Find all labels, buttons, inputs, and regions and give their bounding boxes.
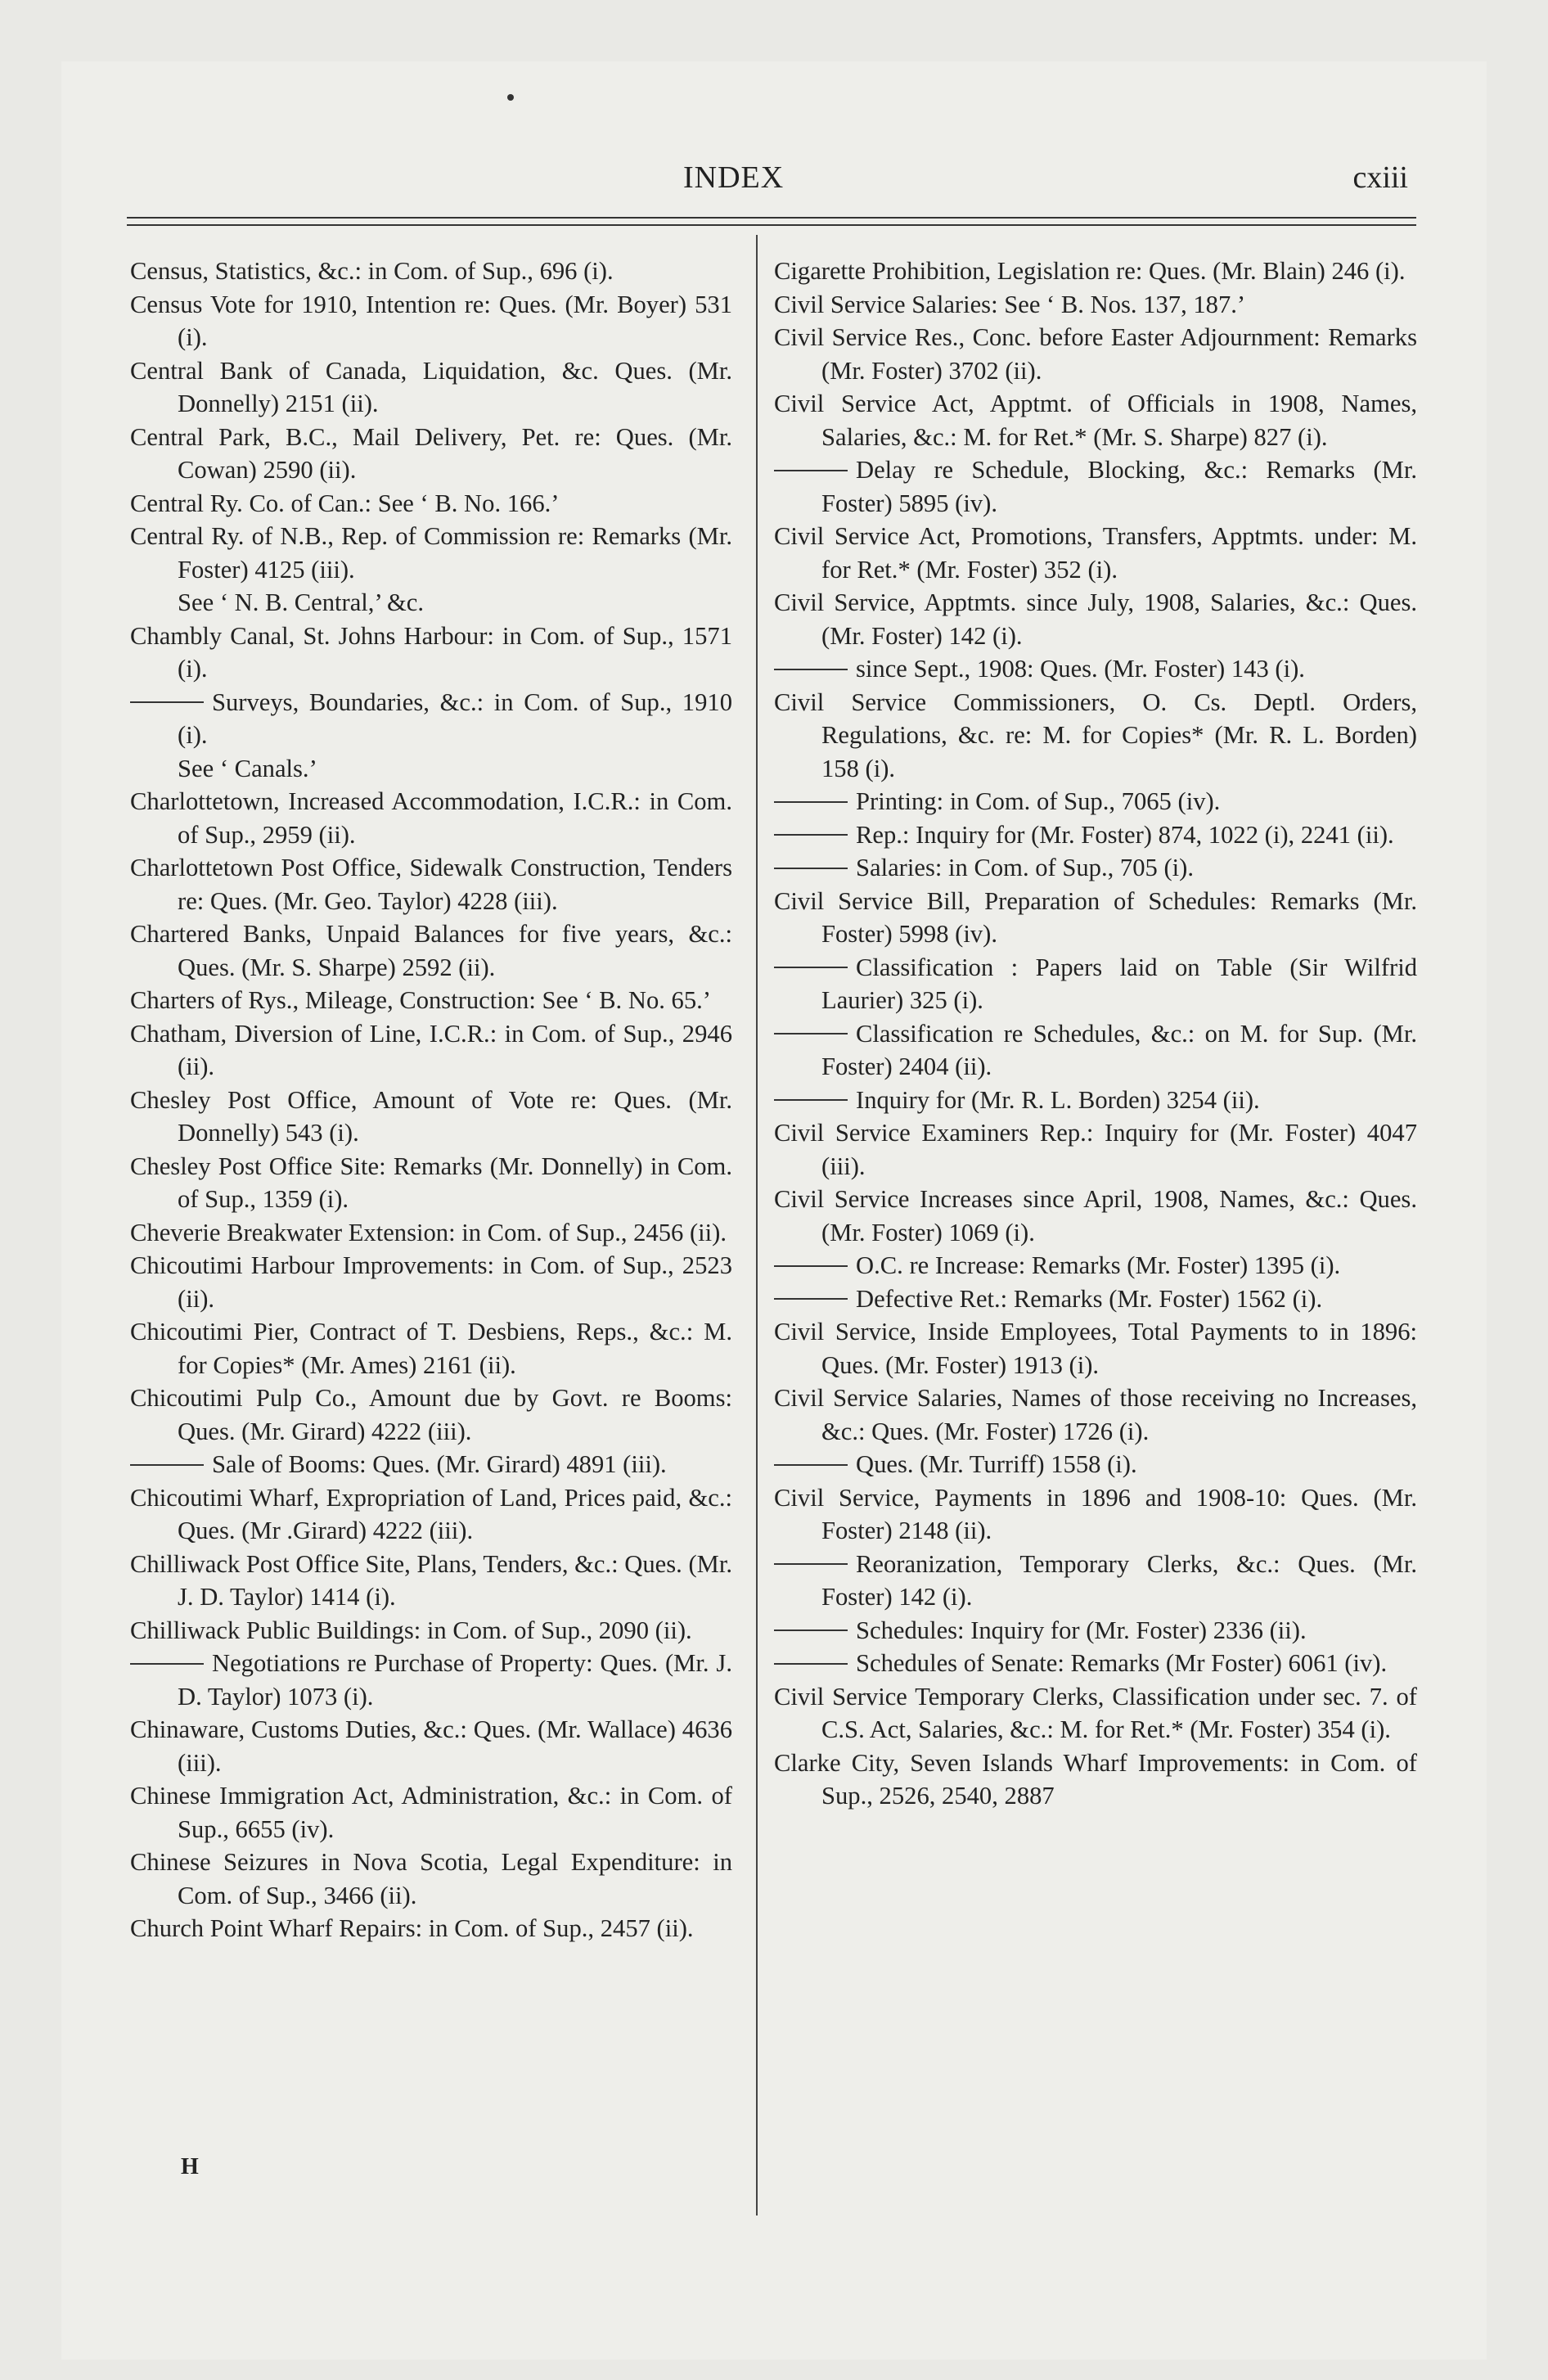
index-entry xyxy=(130,1779,732,1846)
ditto-dash xyxy=(774,1629,848,1631)
page-number: cxiii xyxy=(1352,160,1408,195)
index-entry-text: Salaries: in Com. of Sup., 705 (i). xyxy=(856,854,1194,881)
index-entry-text: Civil Service Act, Apptmt. of Officials in 1908, Names, Salaries, &c.: M. for Ret.* (Mr. S. Sharpe) 827 (i). xyxy=(774,390,1417,451)
index-entry xyxy=(774,951,1417,1017)
index-entry xyxy=(774,1183,1417,1249)
index-entry-text: Civil Service, Payments in 1896 and 1908-10: Ques. (Mr. Foster) 2148 (ii). xyxy=(774,1483,1417,1544)
index-entry-text: Civil Service Salaries: See ‘ B. Nos. 137, 187.’ xyxy=(774,290,1246,318)
ditto-dash xyxy=(774,868,848,869)
index-entry-text: Civil Service Increases since April, 1908, Names, &c.: Ques. (Mr. Foster) 1069 (i). xyxy=(774,1185,1417,1246)
index-entry-text: See ‘ N. B. Central,’ &c. xyxy=(178,588,425,616)
index-entry xyxy=(130,1614,732,1648)
index-entry xyxy=(774,453,1417,520)
index-entry xyxy=(130,1150,732,1216)
index-entry xyxy=(774,1614,1417,1648)
index-entry-text: Chartered Banks, Unpaid Balances for five years, &c.: Ques. (Mr. S. Sharpe) 2592 (ii). xyxy=(130,920,732,981)
ditto-dash xyxy=(774,1099,848,1101)
ditto-dash xyxy=(774,967,848,968)
index-entry xyxy=(774,1647,1417,1680)
index-entry-text: Census, Statistics, &c.: in Com. of Sup., 696 (i). xyxy=(130,257,614,285)
index-entry xyxy=(130,421,732,487)
index-entry-text: Church Point Wharf Repairs: in Com. of Sup., 2457 (ii). xyxy=(130,1914,694,1942)
index-entry xyxy=(130,1084,732,1150)
index-entry-text: Civil Service Commissioners, O. Cs. Deptl. Orders, Regulations, &c. re: M. for Copies* (Mr. R. L. Borden) 158 (i). xyxy=(774,687,1417,782)
right-column xyxy=(774,255,1417,1813)
index-entry-text: Rep.: Inquiry for (Mr. Foster) 874, 1022 (i), 2241 (ii). xyxy=(856,820,1394,849)
index-entry xyxy=(774,851,1417,885)
index-entry-text: Civil Service Bill, Preparation of Schedules: Remarks (Mr. Foster) 5998 (iv). xyxy=(774,886,1417,948)
index-entry-text: Civil Service Examiners Rep.: Inquiry for (Mr. Foster) 4047 (iii). xyxy=(774,1119,1417,1180)
index-entry xyxy=(774,255,1417,288)
index-entry-text: Surveys, Boundaries, &c.: in Com. of Sup., 1910 (i). xyxy=(178,687,732,749)
index-entry xyxy=(774,387,1417,453)
index-entry-text: Chatham, Diversion of Line, I.C.R.: in Com. of Sup., 2946 (ii). xyxy=(130,1019,732,1080)
index-entry xyxy=(130,1315,732,1382)
index-entry xyxy=(130,487,732,521)
index-entry xyxy=(130,255,732,288)
index-entry-text: Civil Service Act, Promotions, Transfers, Apptmts. under: M. for Ret.* (Mr. Foster) 352 (i). xyxy=(774,522,1417,584)
index-entry-text: Chicoutimi Harbour Improvements: in Com. of Sup., 2523 (ii). xyxy=(130,1251,732,1313)
index-entry-text: Central Ry. of N.B., Rep. of Commission re: Remarks (Mr. Foster) 4125 (iii). xyxy=(130,522,732,584)
index-entry xyxy=(130,752,732,786)
index-entry xyxy=(774,1680,1417,1747)
index-entry-text: Chesley Post Office Site: Remarks (Mr. Donnelly) in Com. of Sup., 1359 (i). xyxy=(130,1152,732,1213)
index-entry-text: Charters of Rys., Mileage, Construction: See ‘ B. No. 65.’ xyxy=(130,986,711,1014)
ditto-dash xyxy=(774,1265,848,1267)
index-entry xyxy=(130,984,732,1017)
index-entry-text: Civil Service, Inside Employees, Total Payments to in 1896: Ques. (Mr. Foster) 1913 (i). xyxy=(774,1318,1417,1379)
index-entry-text: Printing: in Com. of Sup., 7065 (iv). xyxy=(856,787,1221,815)
index-entry-text: Civil Service Res., Conc. before Easter Adjournment: Remarks (Mr. Foster) 3702 (ii). xyxy=(774,323,1417,385)
index-entry-text: Central Park, B.C., Mail Delivery, Pet. re: Ques. (Mr. Cowan) 2590 (ii). xyxy=(130,422,732,484)
index-entry-text: Charlottetown Post Office, Sidewalk Construction, Tenders re: Ques. (Mr. Geo. Taylor) 4228 (iii). xyxy=(130,854,732,915)
page-title: INDEX xyxy=(683,160,785,195)
ditto-dash xyxy=(774,1033,848,1034)
index-entry xyxy=(130,1216,732,1250)
index-entry-text: Central Bank of Canada, Liquidation, &c. Ques. (Mr. Donnelly) 2151 (ii). xyxy=(130,356,732,417)
index-entry xyxy=(774,1481,1417,1548)
index-entry xyxy=(130,1846,732,1912)
index-entry xyxy=(130,1647,732,1713)
index-entry-text: Delay re Schedule, Blocking, &c.: Remarks (Mr. Foster) 5895 (iv). xyxy=(821,456,1417,517)
index-entry xyxy=(774,1448,1417,1481)
index-entry xyxy=(774,1747,1417,1813)
index-entry xyxy=(130,785,732,851)
index-entry xyxy=(774,586,1417,652)
index-entry-text: Chilliwack Post Office Site, Plans, Tenders, &c.: Ques. (Mr. J. D. Taylor) 1414 (i). xyxy=(130,1549,732,1611)
ditto-dash xyxy=(130,701,204,703)
index-entry-text: Chicoutimi Wharf, Expropriation of Land, Prices paid, &c.: Ques. (Mr .Girard) 4222 (iii). xyxy=(130,1483,732,1544)
index-entry xyxy=(774,1249,1417,1282)
index-entry-text: since Sept., 1908: Ques. (Mr. Foster) 143 (i). xyxy=(856,655,1305,683)
index-entry-text: Classification : Papers laid on Table (Sir Wilfrid Laurier) 325 (i). xyxy=(821,953,1417,1014)
index-entry xyxy=(774,520,1417,586)
index-entry-text: Schedules: Inquiry for (Mr. Foster) 2336 (ii). xyxy=(856,1616,1307,1644)
ditto-dash xyxy=(130,1464,204,1466)
index-entry-text: Charlottetown, Increased Accommodation, I.C.R.: in Com. of Sup., 2959 (ii). xyxy=(130,787,732,849)
index-entry-text: Clarke City, Seven Islands Wharf Improvements: in Com. of Sup., 2526, 2540, 2887 xyxy=(774,1748,1417,1810)
index-entry-text: Schedules of Senate: Remarks (Mr Foster) 6061 (iv). xyxy=(856,1649,1388,1677)
index-entry-text: Chilliwack Public Buildings: in Com. of Sup., 2090 (ii). xyxy=(130,1616,692,1644)
index-entry xyxy=(774,321,1417,387)
index-entry xyxy=(130,1249,732,1315)
index-entry xyxy=(774,288,1417,322)
index-entry xyxy=(774,1084,1417,1117)
ditto-dash xyxy=(774,1663,848,1665)
index-entry xyxy=(130,1548,732,1614)
index-entry-text: Chinese Seizures in Nova Scotia, Legal Expenditure: in Com. of Sup., 3466 (ii). xyxy=(130,1848,732,1909)
ditto-dash xyxy=(774,834,848,836)
index-entry xyxy=(774,652,1417,686)
left-column xyxy=(130,255,732,1945)
index-entry-text: Census Vote for 1910, Intention re: Ques. (Mr. Boyer) 531 (i). xyxy=(130,290,732,351)
ditto-dash xyxy=(774,1298,848,1300)
index-entry-text: Chesley Post Office, Amount of Vote re: Ques. (Mr. Donnelly) 543 (i). xyxy=(130,1085,732,1147)
index-entry xyxy=(130,1481,732,1548)
index-entry-text: Chinaware, Customs Duties, &c.: Ques. (Mr. Wallace) 4636 (iii). xyxy=(130,1715,732,1777)
index-entry xyxy=(130,620,732,686)
index-entry-text: Inquiry for (Mr. R. L. Borden) 3254 (ii). xyxy=(856,1085,1260,1114)
index-entry xyxy=(130,1017,732,1084)
index-entry-text: Cheverie Breakwater Extension: in Com. of Sup., 2456 (ii). xyxy=(130,1218,727,1246)
index-entry-text: See ‘ Canals.’ xyxy=(178,754,317,782)
index-entry xyxy=(774,1382,1417,1448)
index-entry-text: Ques. (Mr. Turriff) 1558 (i). xyxy=(856,1450,1137,1478)
index-entry xyxy=(130,1382,732,1448)
ditto-dash xyxy=(774,470,848,471)
signature-mark: H xyxy=(181,2154,199,2179)
index-entry xyxy=(774,1116,1417,1183)
index-entry xyxy=(774,1315,1417,1382)
index-entry-text: Civil Service Salaries, Names of those receiving no Increases, &c.: Ques. (Mr. Foster) 1726 (i). xyxy=(774,1384,1417,1445)
index-entry-text: O.C. re Increase: Remarks (Mr. Foster) 1395 (i). xyxy=(856,1251,1341,1279)
index-entry xyxy=(130,288,732,354)
index-entry-text: Chicoutimi Pier, Contract of T. Desbiens, Reps., &c.: M. for Copies* (Mr. Ames) 2161 (ii). xyxy=(130,1318,732,1379)
index-entry-text: Defective Ret.: Remarks (Mr. Foster) 1562 (i). xyxy=(856,1284,1323,1313)
index-entry-text: Cigarette Prohibition, Legislation re: Ques. (Mr. Blain) 246 (i). xyxy=(774,257,1406,285)
index-entry xyxy=(130,917,732,984)
index-page xyxy=(61,61,1487,2360)
index-entry-text: Classification re Schedules, &c.: on M. for Sup. (Mr. Foster) 2404 (ii). xyxy=(821,1019,1417,1080)
header-rule xyxy=(127,217,1416,226)
index-entry-text: Central Ry. Co. of Can.: See ‘ B. No. 166.’ xyxy=(130,489,560,517)
index-entry-text: Chinese Immigration Act, Administration, &c.: in Com. of Sup., 6655 (iv). xyxy=(130,1782,732,1843)
ditto-dash xyxy=(130,1663,204,1665)
index-entry xyxy=(130,1713,732,1779)
index-entry-text: Civil Service, Apptmts. since July, 1908, Salaries, &c.: Ques. (Mr. Foster) 142 (i). xyxy=(774,588,1417,650)
index-entry-text: Reoranization, Temporary Clerks, &c.: Ques. (Mr. Foster) 142 (i). xyxy=(821,1549,1417,1611)
index-entry xyxy=(774,885,1417,951)
ditto-dash xyxy=(774,1464,848,1466)
index-entry xyxy=(774,686,1417,786)
index-entry xyxy=(130,520,732,586)
index-entry xyxy=(774,1282,1417,1316)
ditto-dash xyxy=(774,1563,848,1565)
index-entry xyxy=(130,1912,732,1945)
index-entry-text: Chicoutimi Pulp Co., Amount due by Govt. re Booms: Ques. (Mr. Girard) 4222 (iii). xyxy=(130,1384,732,1445)
index-entry-text: Civil Service Temporary Clerks, Classification under sec. 7. of C.S. Act, Salaries, &c.: M. for Ret.* (Mr. Foster) 354 (i). xyxy=(774,1682,1417,1743)
index-entry-text: Sale of Booms: Ques. (Mr. Girard) 4891 (iii). xyxy=(212,1450,667,1478)
index-entry xyxy=(774,785,1417,818)
index-entry xyxy=(130,851,732,917)
index-entry-text: Chambly Canal, St. Johns Harbour: in Com. of Sup., 1571 (i). xyxy=(130,621,732,683)
index-entry xyxy=(774,818,1417,852)
index-entry xyxy=(130,354,732,421)
index-entry xyxy=(774,1548,1417,1614)
ditto-dash xyxy=(774,801,848,803)
index-entry xyxy=(130,1448,732,1481)
column-divider xyxy=(756,235,758,2215)
ditto-dash xyxy=(774,669,848,670)
index-entry xyxy=(130,586,732,620)
index-entry xyxy=(774,1017,1417,1084)
index-entry-text: Negotiations re Purchase of Property: Ques. (Mr. J. D. Taylor) 1073 (i). xyxy=(178,1649,732,1711)
ink-spot xyxy=(507,94,514,101)
index-entry xyxy=(130,686,732,752)
